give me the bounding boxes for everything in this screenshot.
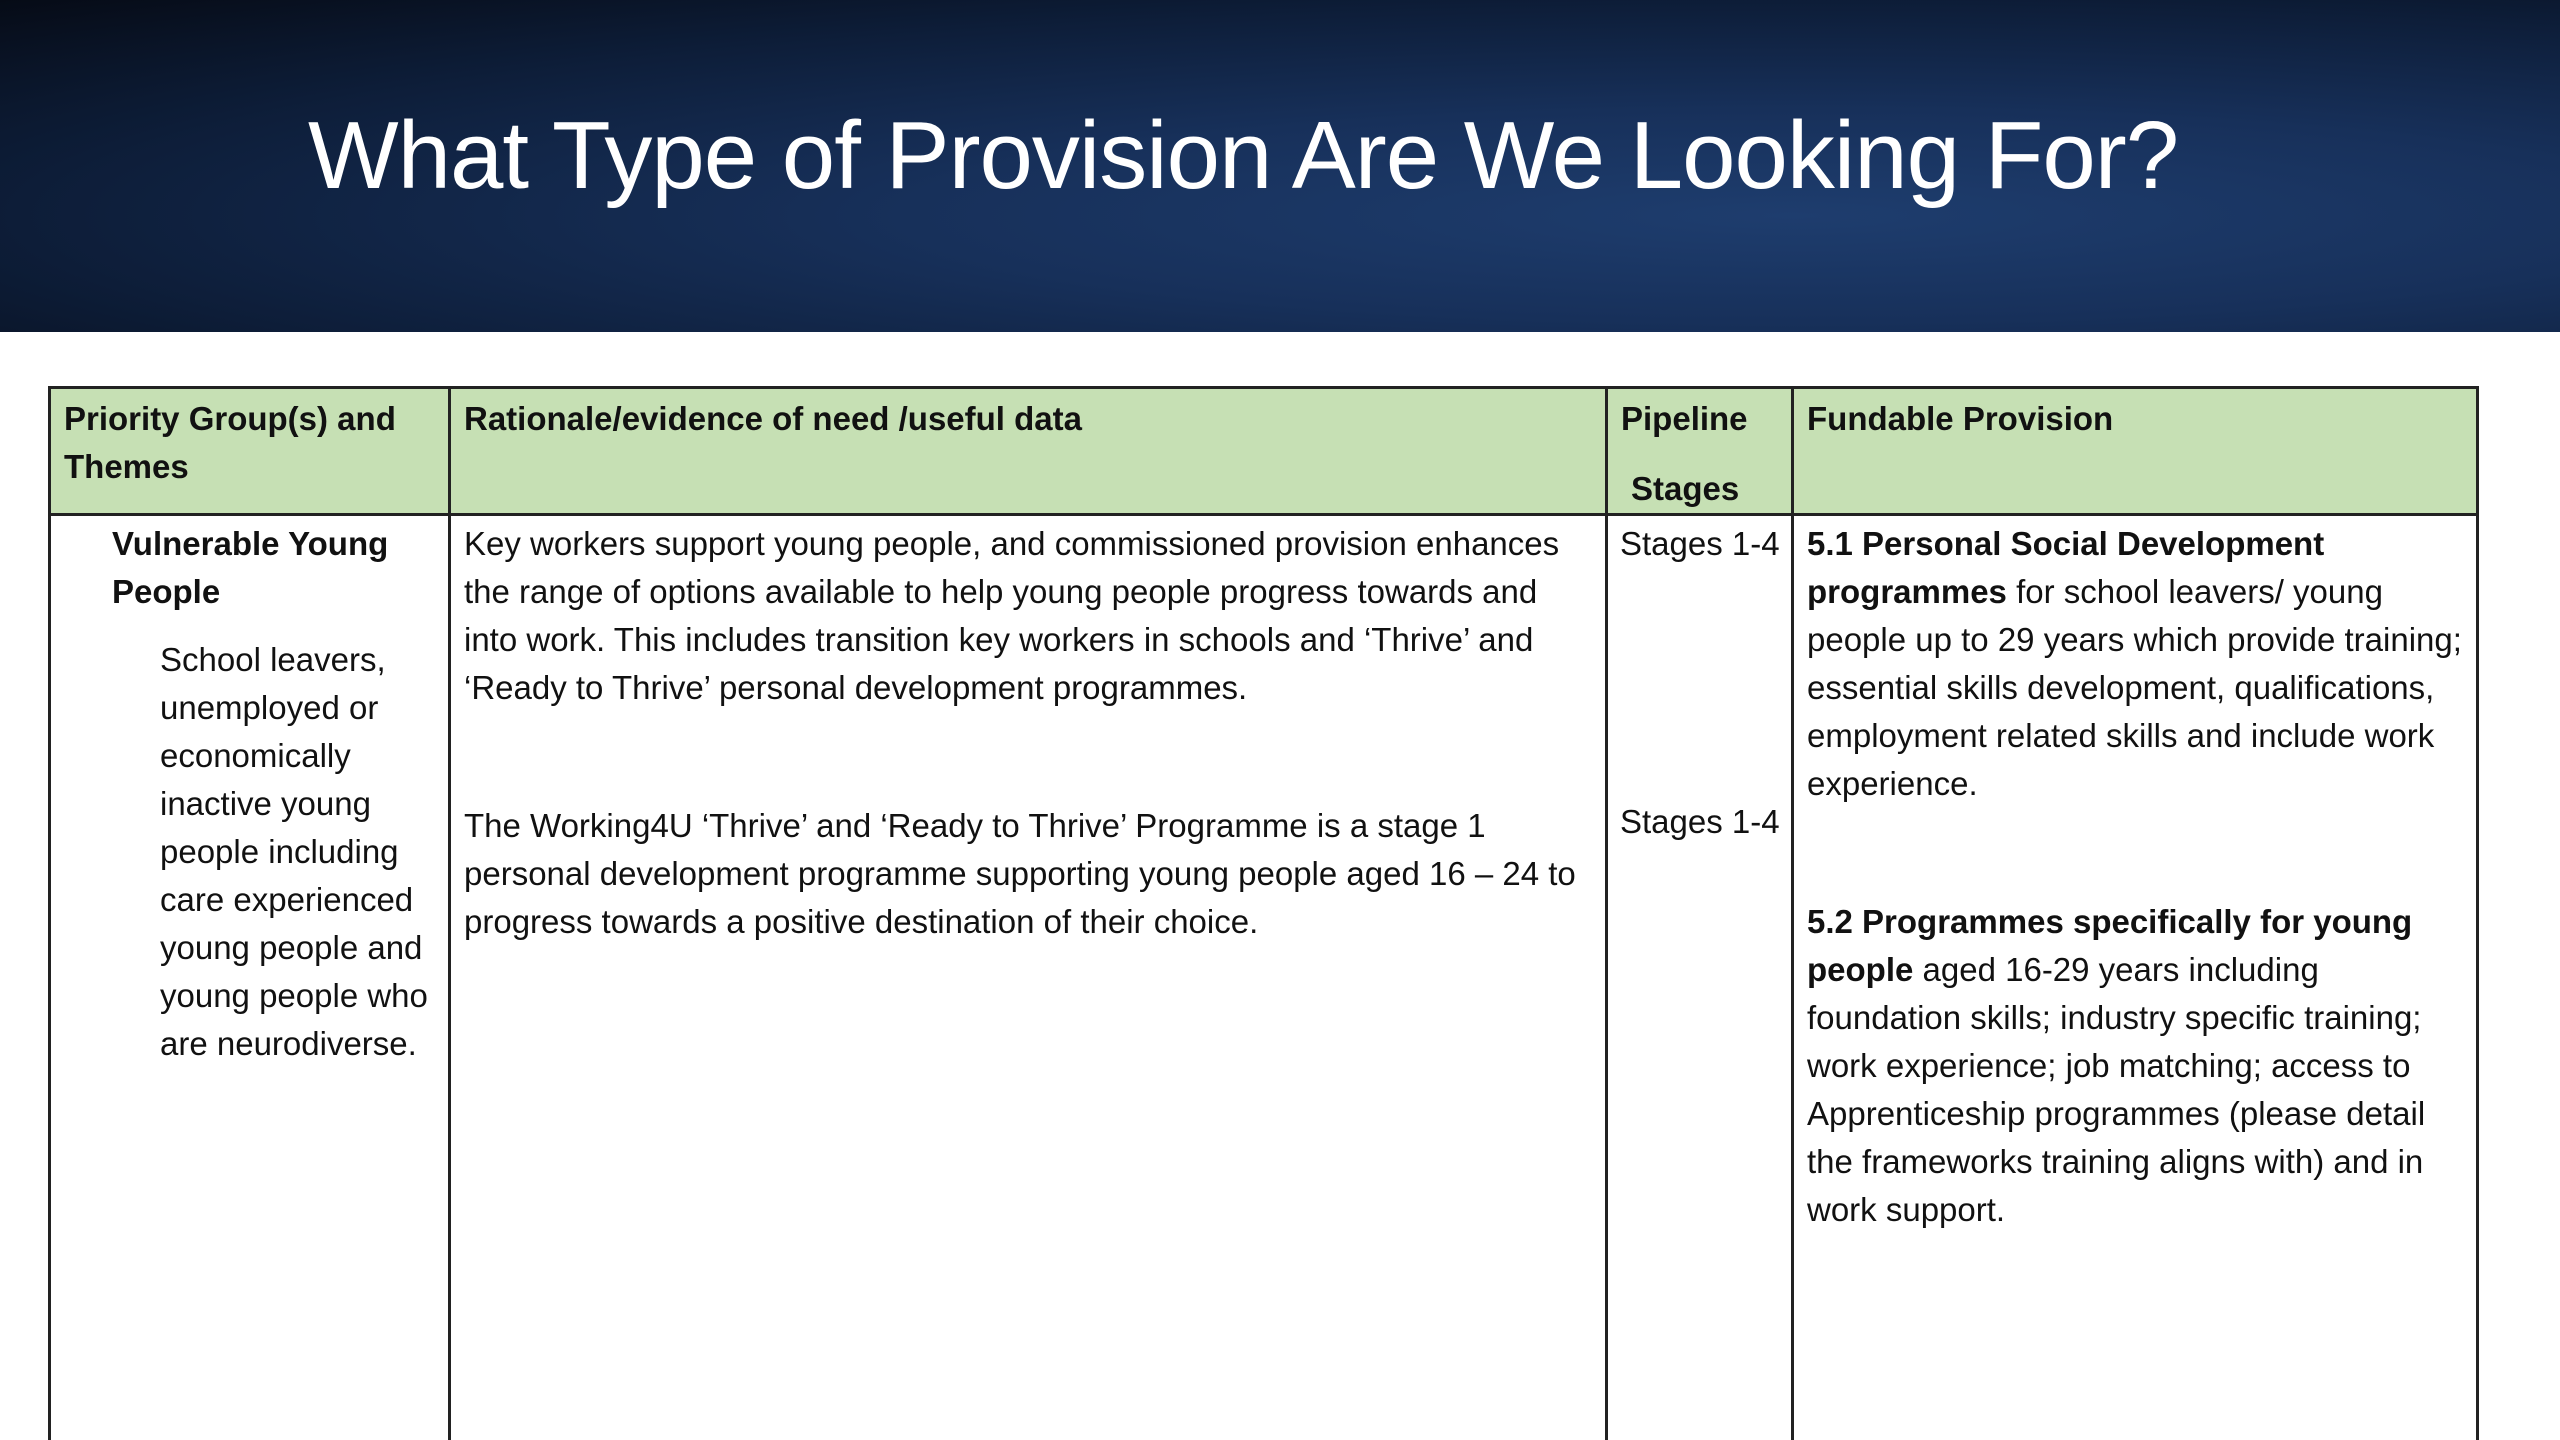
group-description: School leavers, unemployed or economically inactive young people including care experienced young people and young people who are neurodiverse. bbox=[160, 641, 428, 1062]
provision-5-2-heading: 5.2 Programmes specifically for young people bbox=[1807, 903, 2413, 988]
rationale-paragraph-1: Key workers support young people, and commissioned provision enhances the range of options available to help young people progress towards and into work. This includes transition key workers in schools and ‘Thrive’ and ‘Ready to Thrive’ personal development programmes. bbox=[464, 525, 1560, 706]
stage-label-2: Stages 1-4 bbox=[1620, 803, 1780, 840]
header-priority-groups: Priority Group(s) and Themes bbox=[50, 388, 450, 515]
cell-rationale bbox=[450, 515, 1607, 1440]
cell-fundable-provision bbox=[1793, 515, 2478, 1440]
table-row bbox=[50, 515, 2478, 1440]
cell-pipeline-stages bbox=[1607, 515, 1793, 1440]
provision-5-1-heading: 5.1 Personal Social Development programmes bbox=[1807, 525, 2325, 610]
group-title: Vulnerable Young People bbox=[112, 525, 389, 610]
rationale-paragraph-2: The Working4U ‘Thrive’ and ‘Ready to Thrive’ Programme is a stage 1 personal development programme supporting young people aged 16 – 24 to progress towards a positive destination of their choice. bbox=[464, 807, 1576, 940]
provision-table bbox=[48, 386, 2479, 1440]
header-stages-label: Stages bbox=[1631, 470, 1740, 507]
table-header-row bbox=[50, 388, 2478, 515]
cell-priority-group bbox=[50, 515, 450, 1440]
header-fundable-provision: Fundable Provision bbox=[1793, 388, 2478, 515]
stage-label-1: Stages 1-4 bbox=[1620, 525, 1780, 562]
provision-item-5-1 bbox=[1807, 520, 2463, 808]
provision-5-2-text: aged 16-29 years including foundation skills; industry specific training; work experience; job matching; access to Apprenticeship programmes (please detail the frameworks training aligns with) and in work support. bbox=[1807, 951, 2426, 1228]
header-pipeline-stages bbox=[1607, 388, 1793, 515]
provision-item-5-2 bbox=[1807, 898, 2463, 1234]
header-rationale: Rationale/evidence of need /useful data bbox=[450, 388, 1607, 515]
title-banner bbox=[0, 0, 2560, 332]
header-pipeline-label: Pipeline bbox=[1621, 400, 1748, 437]
provision-5-1-text: for school leavers/ young people up to 29 years which provide training; essential skills development, qualifications, employment related skills and include work experience. bbox=[1807, 573, 2462, 802]
slide-title: What Type of Provision Are We Looking For? bbox=[308, 102, 2179, 209]
